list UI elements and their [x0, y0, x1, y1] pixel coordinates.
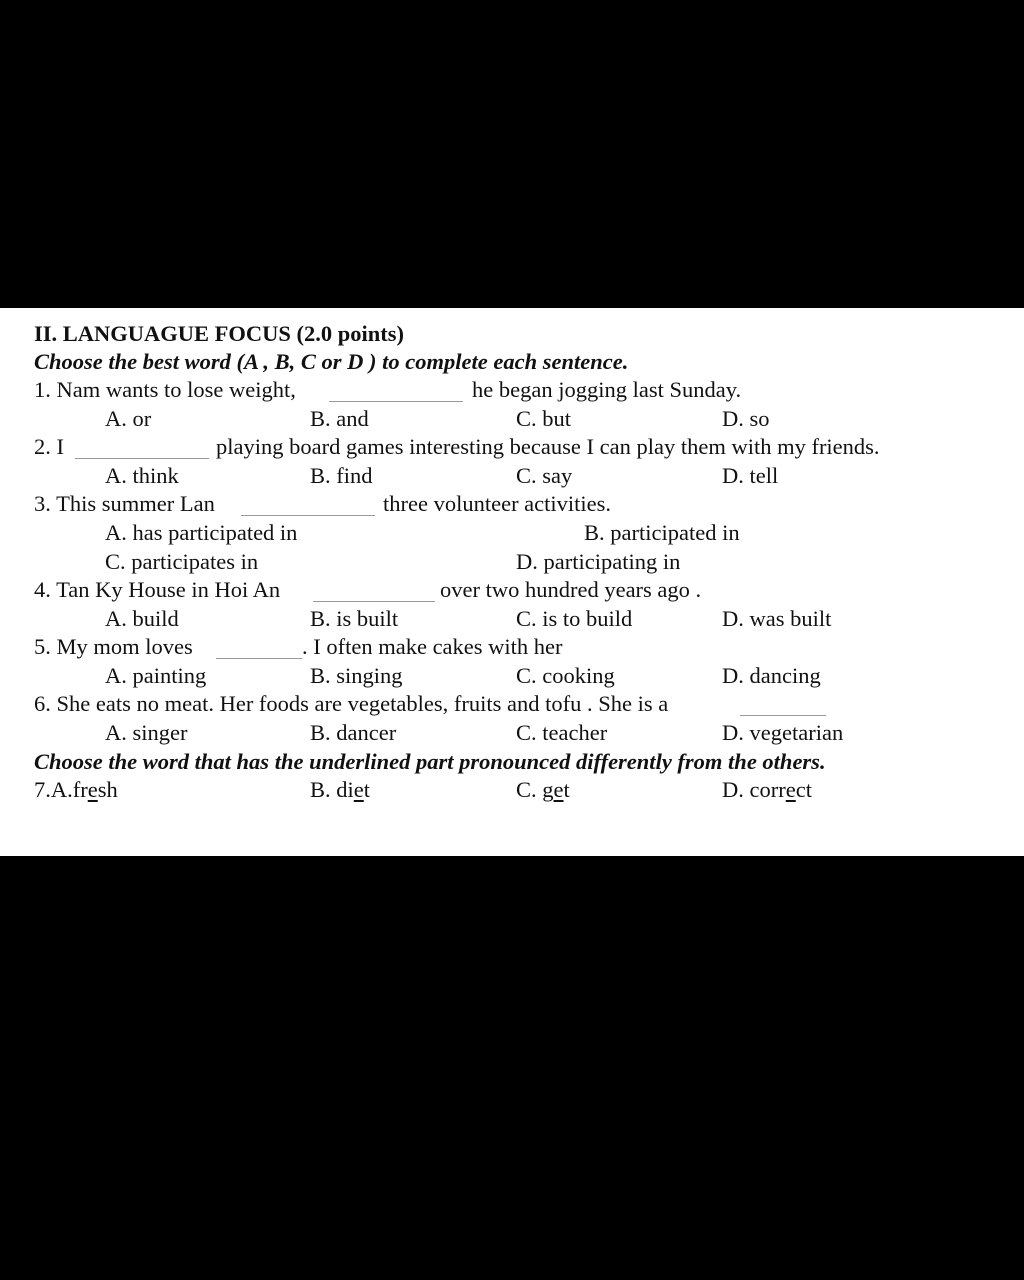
question-4	[34, 576, 280, 604]
answer-blank[interactable]	[740, 715, 826, 716]
word-part: sh	[97, 777, 118, 802]
option-b[interactable]: B. is built	[310, 606, 399, 631]
answer-blank[interactable]	[75, 458, 209, 459]
question-number: 4.	[34, 577, 51, 602]
option-d[interactable]: D. tell	[722, 463, 779, 488]
option-d[interactable]: D. so	[722, 406, 770, 431]
answer-blank[interactable]	[329, 401, 463, 402]
underlined-letter: e	[87, 777, 98, 802]
q7-option-b[interactable]	[310, 776, 370, 804]
q7-option-c[interactable]	[516, 776, 570, 804]
underlined-letter: e	[353, 777, 364, 802]
underlined-letter: e	[553, 777, 564, 802]
option-d[interactable]: D. participating in	[516, 549, 681, 574]
question-6	[34, 690, 668, 718]
instruction-choose-best-word: Choose the best word (A , B, C or D ) to complete each sentence.	[34, 349, 629, 374]
option-c[interactable]: C. cooking	[516, 663, 615, 688]
option-a[interactable]: A. or	[105, 406, 152, 431]
question-text: She eats no meat. Her foods are vegetables, fruits and tofu . She is a	[56, 691, 669, 716]
word-part: D. corr	[722, 777, 786, 802]
option-d[interactable]: D. dancing	[722, 663, 821, 688]
question-text-after: playing board games interesting because I can play them with my friends.	[216, 434, 880, 459]
question-text-after: over two hundred years ago .	[440, 577, 702, 602]
answer-blank[interactable]	[241, 515, 375, 516]
question-text-after: three volunteer activities.	[383, 491, 612, 516]
question-number: 5.	[34, 634, 51, 659]
option-a[interactable]: A. think	[105, 463, 179, 488]
question-number: 1.	[34, 377, 51, 402]
q7-option-d[interactable]	[722, 776, 812, 804]
option-a[interactable]: A. painting	[105, 663, 207, 688]
question-text: My mom loves	[56, 634, 193, 659]
option-b[interactable]: B. find	[310, 463, 373, 488]
instruction-pronunciation: Choose the word that has the underlined part pronounced differently from the others.	[34, 749, 826, 774]
word-part: t	[363, 777, 371, 802]
worksheet	[0, 308, 1024, 856]
q7-option-a[interactable]	[34, 776, 118, 804]
option-b[interactable]: B. participated in	[584, 520, 740, 545]
answer-blank[interactable]	[313, 601, 435, 602]
option-b[interactable]: B. singing	[310, 663, 403, 688]
option-d[interactable]: D. was built	[722, 606, 832, 631]
question-1	[34, 376, 296, 404]
question-text: Tan Ky House in Hoi An	[56, 577, 281, 602]
question-number: 6.	[34, 691, 51, 716]
question-number: 3.	[34, 491, 51, 516]
section-title: II. LANGUAGUE FOCUS (2.0 points)	[34, 321, 405, 346]
option-c[interactable]: C. say	[516, 463, 573, 488]
question-text-after: . I often make cakes with her	[302, 634, 563, 659]
word-part: ct	[795, 777, 812, 802]
option-b[interactable]: B. dancer	[310, 720, 397, 745]
question-text: Nam wants to lose weight,	[56, 377, 296, 402]
question-2	[34, 433, 64, 461]
option-c[interactable]: C. is to build	[516, 606, 633, 631]
question-text: I	[56, 434, 64, 459]
word-part: t	[563, 777, 570, 802]
question-text-after: he began jogging last Sunday.	[472, 377, 742, 402]
option-d[interactable]: D. vegetarian	[722, 720, 844, 745]
option-b[interactable]: B. and	[310, 406, 369, 431]
question-3	[34, 490, 215, 518]
option-a[interactable]: A. build	[105, 606, 179, 631]
option-c[interactable]: C. teacher	[516, 720, 608, 745]
word-part: C. g	[516, 777, 554, 802]
answer-blank[interactable]	[216, 658, 302, 659]
word-part: 7.A.fr	[34, 777, 88, 802]
question-5	[34, 633, 193, 661]
option-a[interactable]: A. singer	[105, 720, 188, 745]
option-c[interactable]: C. participates in	[105, 549, 259, 574]
underlined-letter: e	[785, 777, 796, 802]
question-number: 2.	[34, 434, 51, 459]
option-a[interactable]: A. has participated in	[105, 520, 298, 545]
question-text: This summer Lan	[56, 491, 215, 516]
option-c[interactable]: C. but	[516, 406, 572, 431]
word-part: B. di	[310, 777, 354, 802]
